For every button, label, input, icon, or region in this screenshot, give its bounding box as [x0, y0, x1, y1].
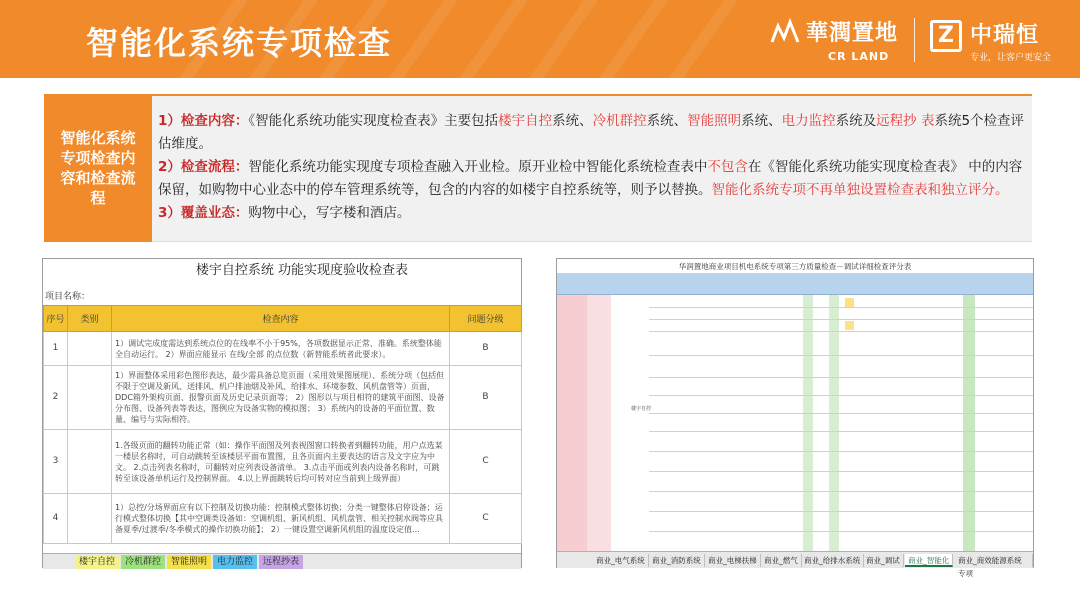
sheet-tab[interactable]: 商业_燃气 [761, 554, 802, 567]
sheet-tab[interactable]: 商业_商效能源系统专项 [955, 554, 1033, 567]
logo-area [758, 10, 1080, 70]
info-panel [44, 94, 1032, 242]
sheet-tab-lighting[interactable]: 智能照明 [167, 555, 211, 569]
page-title: 智能化系统专项检查 [86, 24, 393, 62]
header-category: 类别 [68, 306, 112, 332]
header-content: 检查内容 [112, 306, 450, 332]
scoring-sheet-header [557, 273, 1033, 295]
scoring-sheet-screenshot [556, 258, 1034, 578]
sheet-tab-bas[interactable]: 楼宇自控 [75, 555, 119, 569]
green-column [963, 295, 975, 551]
sheet-tab[interactable]: 商业_电梯扶梯 [705, 554, 761, 567]
info-line-3: 3）覆盖业态：购物中心，写字楼和酒店。 [158, 205, 411, 221]
cr-land-logo-text: 華潤置地 [806, 20, 899, 46]
sheet-tab[interactable]: 商业_调试 [863, 554, 904, 567]
scoring-sheet-title: 华润置地商业项目机电系统专项第三方质量检查－调试详细检查评分表 [678, 262, 912, 271]
sheet-title: 楼宇自控系统 功能实现度验收检查表 [195, 263, 409, 278]
sheet-tab[interactable]: 商业_消防系统 [649, 554, 705, 567]
cr-land-mark-icon [770, 18, 800, 44]
table-row: 4 1）总控/分场界面应有以下控制及切换功能：控制模式整体切换；分类一键整体启停设备；运行模式整体切换【其中空调类设备如：空调机组、新风机组、风机盘管、相关控制水阀等应具备夏季/过渡季/冬季模式的操作切换功能】； 2）一键设置空调新风机组的温度设定值... C [44, 494, 522, 544]
sheet-tab-meter[interactable]: 远程抄表 [259, 555, 303, 569]
project-name-label: 项目名称： [45, 292, 91, 302]
sheet-tab-bar [43, 553, 521, 569]
pink-column [557, 295, 587, 551]
table-row: 2 1）界面整体采用彩色图形表达，最少需具备总览页面（采用效果图展现）、系统分项（包括但不限于空调及新风、送排风、机户排油烟及补风、给排水、环境参数、风机盘管等）页面，DDC箱外架构页面、报警页面及历史记录页面等； 2）图形以与项目相符的建筑平面图、设备分布图、设备列表等表达，图例应为设备实物的模拟图； 3）系统内的设备的平面位置、数量、编号与实际相符。 B [44, 366, 522, 430]
header-no: 序号 [44, 306, 68, 332]
info-content [158, 110, 1026, 225]
header-level: 问题分级 [450, 306, 522, 332]
scoring-sheet-body [557, 295, 1033, 551]
table-row: 3 1.各级页面的翻转功能正常（如：操作平面图及列表视图窗口转换者到翻转功能，用户点选某一楼层名称时，可自动跳转至该楼层平面布置图，且各页面内主要表达的语言及文字应为中文。 2.点击列表名称时，可翻转对应列表设备清单。 3.点击平面或列表内设备名称时，可跳转至该设备单机运行及控制界面。 4.以上界面跳转后均可转对应当前到上级界面） C [44, 430, 522, 494]
green-column [829, 295, 839, 551]
category-label: 楼宇自控 [631, 406, 652, 412]
bas-checklist-screenshot [42, 258, 522, 568]
zrh-slogan: 专业，让客户更安全 [970, 53, 1052, 63]
scoring-tab-bar [557, 551, 1033, 578]
checklist-table [43, 305, 522, 544]
logo-divider [914, 18, 915, 62]
info-line-2: 2）检查流程：智能化系统功能实现度专项检查融入开业检。原开业检中智能化系统检查表中不包含在《智能化系统功能实现度检查表》 中的内容保留，如购物中心业态中的停车管理系统等，包含的内容的如楼宇自控系统等，则予以替换。智能化系统专项不再单独设置检查表和独立评分。 [158, 159, 1023, 198]
info-line-1: 1）检查内容：《智能化系统功能实现度检查表》主要包括楼宇自控系统、冷机群控系统、智能照明系统、电力监控系统及远程抄 表系统5个检查评估维度。 [158, 113, 1025, 152]
header-banner [0, 0, 1080, 78]
green-column [803, 295, 813, 551]
sheet-tab[interactable]: 商业_给排水系统 [801, 554, 864, 567]
score-cell [845, 298, 854, 307]
table-header-row [44, 306, 522, 332]
sheet-tab-power[interactable]: 电力监控 [213, 555, 257, 569]
cr-land-logo-sub: CR LAND [828, 50, 890, 63]
zrh-logo-text: 中瑞恒 [970, 23, 1040, 48]
sheet-tab[interactable]: 商业_电气系统 [593, 554, 649, 567]
table-row: 1 1）调试完成度需达到系统点位的在线率不小于95%，各项数据显示正常、准确。系统整体能全自动运行。 2）界面应能显示 在线/全部 的点位数（新替能系统者此要求）。 B [44, 332, 522, 366]
pink-column [587, 295, 611, 551]
sheet-tab-active[interactable]: 商业_智能化 [905, 554, 953, 567]
score-cell [845, 321, 854, 330]
sheet-tab-chiller[interactable]: 冷机群控 [121, 555, 165, 569]
zrh-mark-icon: Z [930, 20, 962, 52]
info-label: 智能化系统专项检查内容和检查流程 [44, 96, 152, 242]
